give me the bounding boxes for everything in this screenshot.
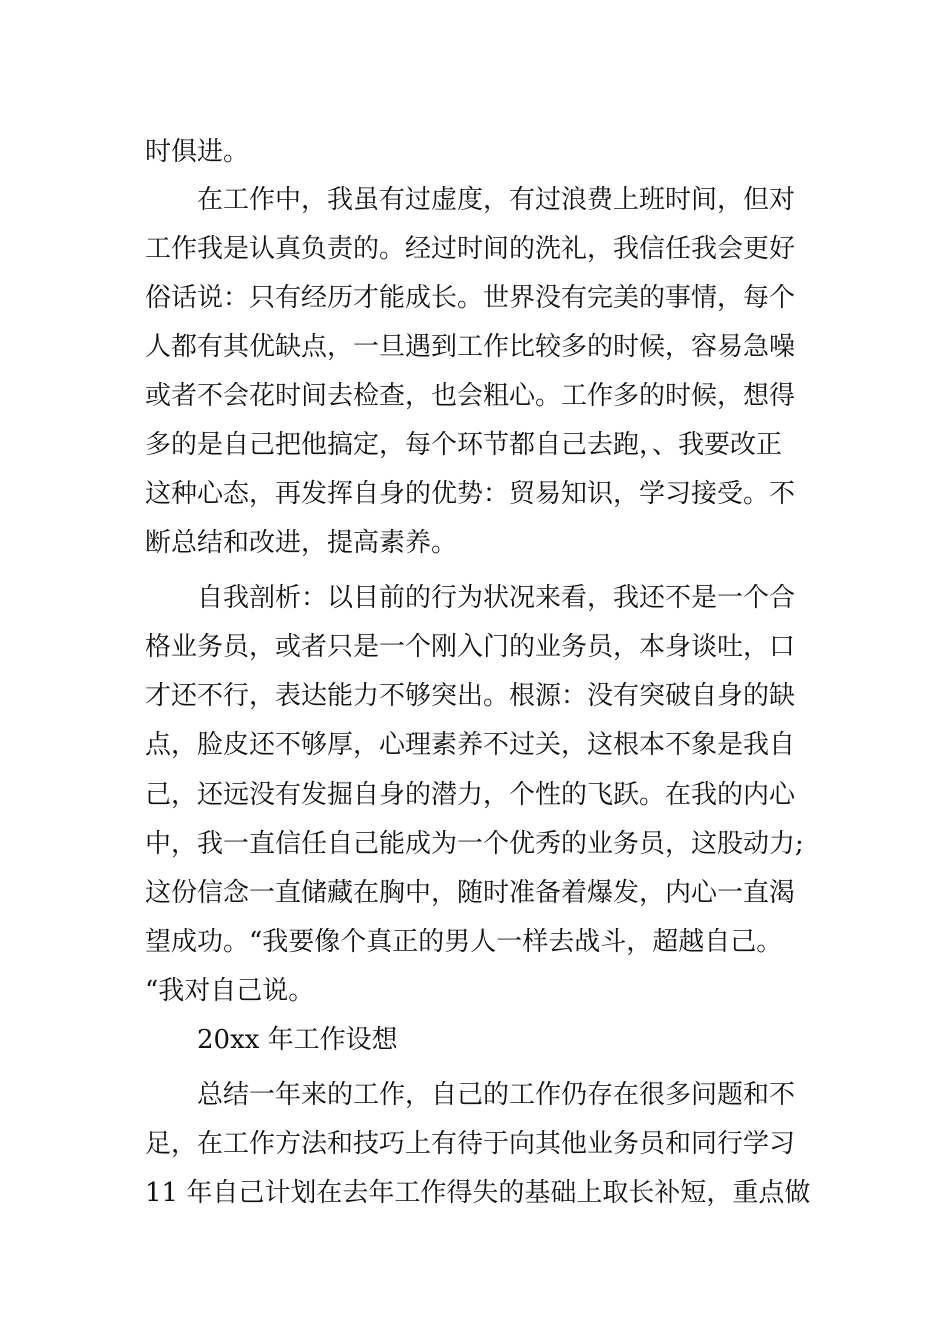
line-text: 11 年自己计划在去年工作得失的基础上取长补短，重点做 <box>145 1178 811 1208</box>
line-text: 点，脸皮还不够厚，心理素养不过关，这根本不象是我自 <box>145 730 796 760</box>
text-line <box>0 376 950 416</box>
line-text: 或者不会花时间去检查，也会粗心。工作多的时候，想得 <box>145 381 796 411</box>
text-line <box>0 971 950 1011</box>
text-line <box>0 873 950 913</box>
line-text: 这份信念一直储藏在胸中，随时准备着爆发，内心一直渴 <box>145 878 796 908</box>
text-line <box>0 229 950 269</box>
text-line <box>0 180 950 220</box>
text-line <box>0 627 950 667</box>
line-text: 才还不行，表达能力不够突出。根源：没有突破自身的缺 <box>145 681 796 711</box>
line-text: 断总结和改进，提高素养。 <box>145 528 458 558</box>
text-line <box>0 278 950 318</box>
text-line <box>0 1075 950 1115</box>
text-line <box>0 775 950 815</box>
text-line <box>0 425 950 465</box>
line-text: 自我剖析：以目前的行为状况来看，我还不是一个合 <box>197 583 796 613</box>
line-text: 时俱进。 <box>145 137 250 167</box>
line-text: 在工作中，我虽有过虚度，有过浪费上班时间，但对 <box>197 185 796 215</box>
line-text: 人都有其优缺点，一旦遇到工作比较多的时候，容易急噪 <box>145 332 796 362</box>
text-line <box>0 578 950 618</box>
line-text: 俗话说：只有经历才能成长。世界没有完美的事情，每个 <box>145 283 796 313</box>
text-line <box>0 1173 950 1213</box>
line-text: 这种心态，再发挥自身的优势：贸易知识，学习接受。不 <box>145 479 796 509</box>
line-text: 己，还远没有发掘自身的潜力，个性的飞跃。在我的内心 <box>145 780 796 810</box>
text-line <box>0 132 950 172</box>
text-line <box>0 922 950 962</box>
line-text: 工作我是认真负责的。经过时间的洗礼，我信任我会更好 <box>145 234 796 264</box>
text-line <box>0 725 950 765</box>
line-text: 足，在工作方法和技巧上有待于向其他业务员和同行学习 <box>145 1129 796 1159</box>
line-text: 多的是自己把他搞定，每个环节都自己去跑，、我要改正 <box>145 430 783 460</box>
text-line <box>0 327 950 367</box>
text-line <box>0 523 950 563</box>
text-line <box>0 824 950 864</box>
text-line <box>0 676 950 716</box>
line-text: 望成功。“我要像个真正的男人一样去战斗，超越自己。 <box>145 927 783 957</box>
text-line <box>0 474 950 514</box>
line-text: 格业务员，或者只是一个刚入门的业务员，本身谈吐，口 <box>145 632 796 662</box>
line-text: 中，我一直信任自己能成为一个优秀的业务员，这股动力; <box>145 829 804 859</box>
line-text: 总结一年来的工作，自己的工作仍存在很多问题和不 <box>197 1080 796 1110</box>
text-line <box>0 1124 950 1164</box>
text-line <box>0 1020 950 1060</box>
line-text: “我对自己说。 <box>145 976 315 1006</box>
section-heading: 20xx 年工作设想 <box>197 1025 398 1055</box>
